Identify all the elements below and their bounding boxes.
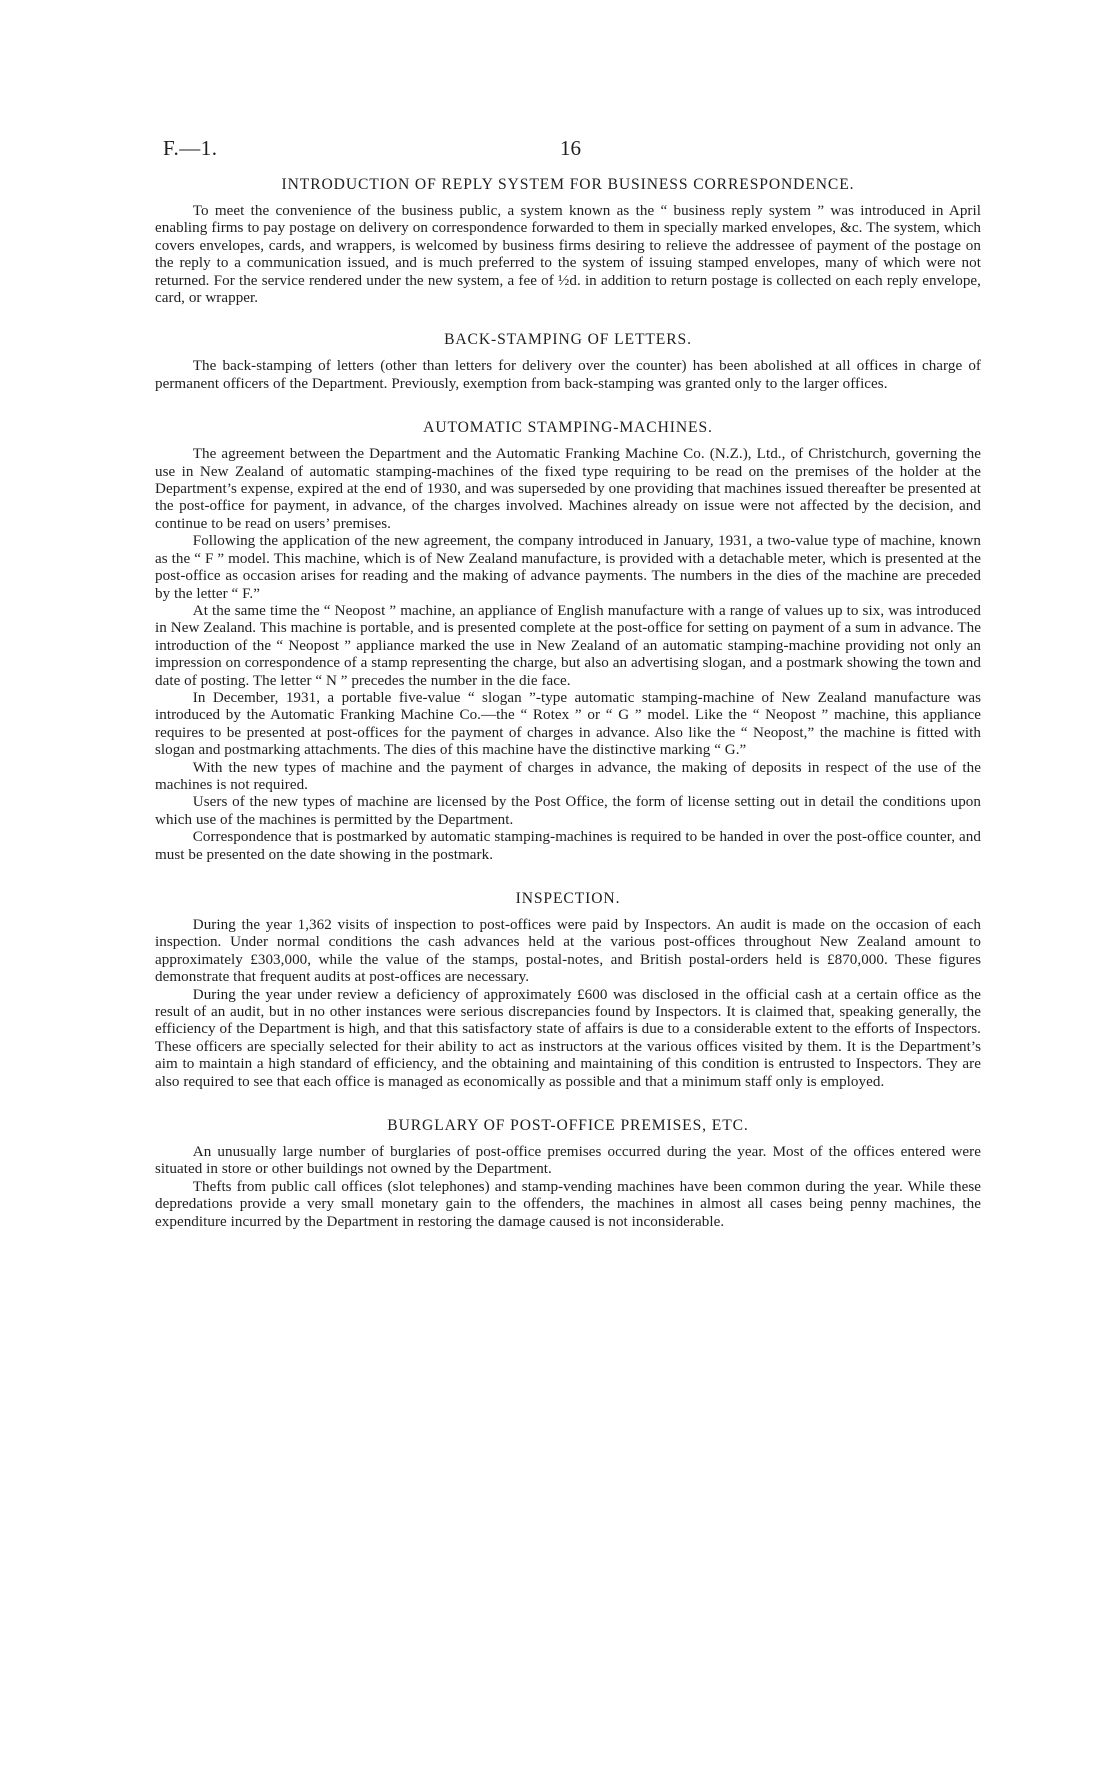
paragraph: Thefts from public call offices (slot telephones) and stamp-vending machines have been common during the year. While these depredations provide a very small monetary gain to the offenders, the machines in almost all cases being penny machines, the expenditure incurred by the Department in restoring the damage caused is not inconsiderable. xyxy=(155,1178,981,1230)
document-body xyxy=(155,176,981,1231)
section-heading: AUTOMATIC STAMPING-MACHINES. xyxy=(423,419,713,437)
section-heading: BURGLARY OF POST-OFFICE PREMISES, ETC. xyxy=(387,1117,749,1135)
section-automatic-stamping-machines xyxy=(155,419,981,864)
section-burglary xyxy=(155,1117,981,1231)
page-number: 16 xyxy=(560,136,581,160)
document-reference: F.—1. xyxy=(163,136,218,160)
paragraph: During the year under review a deficiency of approximately £600 was disclosed in the official cash at a certain office as the result of an audit, but in no other instances were serious discrepancies found by Inspectors. It is claimed that, speaking generally, the efficiency of the Department is high, and that this satisfactory state of affairs is due to a considerable extent to the efforts of Inspectors. These officers are specially selected for their ability to act as instructors at the various offices visited by them. It is the Department’s aim to maintain a high standard of efficiency, and the obtaining and maintaining of this condition is entrusted to Inspectors. They are also required to see that each office is managed as economically as possible and that a minimum staff only is employed. xyxy=(155,986,981,1090)
paragraph: An unusually large number of burglaries of post-office premises occurred during the year. Most of the offices entered were situated in store or other buildings not owned by the Department. xyxy=(155,1144,981,1178)
paragraph: Users of the new types of machine are licensed by the Post Office, the form of license setting out in detail the conditions upon which use of the machines is permitted by the Department. xyxy=(155,794,981,828)
paragraph: With the new types of machine and the payment of charges in advance, the making of deposits in respect of the use of the machines is not required. xyxy=(155,759,981,793)
section-heading: INTRODUCTION OF REPLY SYSTEM FOR BUSINESS CORRESPONDENCE. xyxy=(281,176,855,193)
section-back-stamping xyxy=(155,331,981,393)
section-reply-system xyxy=(155,176,981,307)
page-header xyxy=(163,136,983,166)
paragraph: In December, 1931, a portable five-value “ slogan ”-type automatic stamping-machine of New Zealand manufacture was introduced by the Automatic Franking Machine Co.—the “ Rotex ” or “ G ” model. Like the “ Neopost ” machine, this appliance requires to be presented at post-offices for the payment of charges in advance. Also like the “ Neopost,” the machine is fitted with slogan and postmarking attachments. The dies of this machine have the distinctive marking “ G.” xyxy=(155,689,981,759)
paragraph: At the same time the “ Neopost ” machine, an appliance of English manufacture with a range of values up to six, was introduced in New Zealand. This machine is portable, and is presented complete at the post-office for setting on payment of a sum in advance. The introduction of the “ Neopost ” appliance marked the use in New Zealand of an automatic stamping-machine providing not only an impression on correspondence of a stamp representing the charge, but also an advertising slogan, and a postmark showing the town and date of posting. The letter “ N ” precedes the number in the die face. xyxy=(155,602,981,689)
section-heading: BACK-STAMPING OF LETTERS. xyxy=(444,331,692,349)
section-heading: INSPECTION. xyxy=(515,890,621,907)
paragraph: To meet the convenience of the business public, a system known as the “ business reply system ” was introduced in April enabling firms to pay postage on delivery on correspondence forwarded to them in specially marked envelopes, &c. The system, which covers envelopes, cards, and wrappers, is welcomed by business firms desiring to relieve the addressee of payment of the postage on the reply to a communication issued, and is much preferred to the system of issuing stamped envelopes, many of which were not returned. For the service rendered under the new system, a fee of ½d. in addition to return postage is collected on each reply envelope, card, or wrapper. xyxy=(155,203,981,307)
paragraph: During the year 1,362 visits of inspection to post-offices were paid by Inspectors. An audit is made on the occasion of each inspection. Under normal conditions the cash advances held at the various post-offices throughout New Zealand amount to approximately £303,000, while the value of the stamps, postal-notes, and British postal-orders held is £870,000. These figures demonstrate that frequent audits at post-offices are necessary. xyxy=(155,917,981,986)
section-inspection xyxy=(155,890,981,1091)
paragraph: The agreement between the Department and the Automatic Franking Machine Co. (N.Z.), Ltd., of Christchurch, governing the use in New Zealand of automatic stamping-machines of the fixed type requiring to be read on the premises of the holder at the Department’s expense, expired at the end of 1930, and was superseded by one providing that machines issued thereafter be presented at the post-office for payment, in advance, of the charges involved. Machines already on issue were not affected by the decision, and continue to be read on users’ premises. xyxy=(155,446,981,532)
paragraph: Following the application of the new agreement, the company introduced in January, 1931, a two-value type of machine, known as the “ F ” model. This machine, which is of New Zealand manufacture, is provided with a detachable meter, which is presented at the post-office as occasion arises for reading and the making of advance payments. The numbers in the dies of the machine are preceded by the letter “ F.” xyxy=(155,533,981,602)
paragraph: Correspondence that is postmarked by automatic stamping-machines is required to be handed in over the post-office counter, and must be presented on the date showing in the postmark. xyxy=(155,829,981,863)
paragraph: The back-stamping of letters (other than letters for delivery over the counter) has been abolished at all offices in charge of permanent officers of the Department. Previously, exemption from back-stamping was granted only to the larger offices. xyxy=(155,358,981,392)
